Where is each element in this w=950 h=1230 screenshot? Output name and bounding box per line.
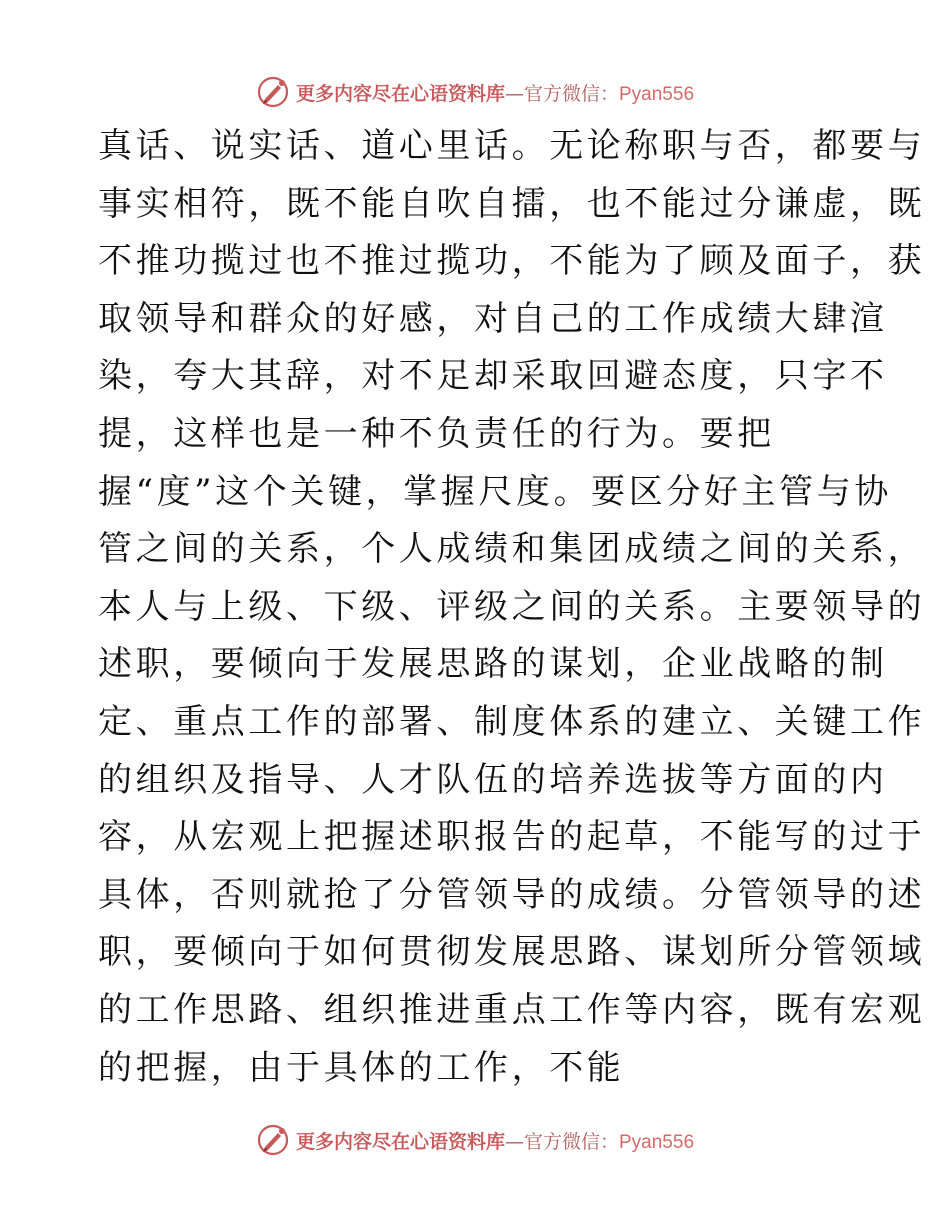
banner-wechat-label: 官方微信： (523, 82, 619, 105)
pen-logo-icon (256, 75, 290, 109)
body-line: 述职，要倾向于发展思路的谋划，企业战略的制 (98, 644, 888, 685)
body-line: 提，这样也是一种不负责任的行为。要把 (98, 413, 775, 454)
banner-promo-text: 更多内容尽在心语资料库 (295, 1130, 505, 1153)
banner-promo-text: 更多内容尽在心语资料库 (295, 82, 505, 105)
body-line: 容，从宏观上把握述职报告的起草，不能写的过于 (98, 817, 926, 858)
pen-logo-icon (256, 1123, 290, 1157)
body-line: 不推功揽过也不推过揽功，不能为了顾及面子，获 (98, 241, 926, 282)
body-line: 管之间的关系，个人成绩和集团成绩之间的关系， (98, 529, 926, 570)
footer-banner (0, 1120, 950, 1160)
body-line: 的工作思路、组织推进重点工作等内容，既有宏观 (98, 989, 926, 1030)
body-line: 取领导和群众的好感，对自己的工作成绩大肆渲 (98, 298, 888, 339)
banner-wechat-id: Pyan556 (619, 83, 695, 105)
body-line: 职，要倾向于如何贯彻发展思路、谋划所分管领域 (98, 932, 926, 973)
document-body (98, 118, 926, 1097)
body-line: 本人与上级、下级、评级之间的关系。主要领导的 (98, 586, 926, 627)
banner-separator: — (504, 82, 524, 105)
body-line: 事实相符，既不能自吹自擂，也不能过分谦虚，既 (98, 183, 926, 224)
body-line: 的把握，由于具体的工作，不能 (98, 1047, 625, 1088)
banner-wechat-id: Pyan556 (619, 1131, 695, 1153)
banner-wechat-label: 官方微信： (523, 1130, 619, 1153)
body-line: 真话、说实话、道心里话。无论称职与否，都要与 (98, 126, 926, 166)
body-line: 具体，否则就抢了分管领导的成绩。分管领导的述 (98, 874, 926, 915)
body-line: 染，夸大其辞，对不足却采取回避态度，只字不 (98, 356, 888, 397)
header-banner (0, 72, 950, 112)
banner-separator: — (504, 1130, 524, 1153)
body-line: 的组织及指导、人才队伍的培养选拔等方面的内 (98, 759, 888, 800)
body-line: 握“度”这个关键，掌握尺度。要区分好主管与协 (98, 471, 892, 512)
body-line: 定、重点工作的部署、制度体系的建立、关键工作 (98, 701, 926, 742)
